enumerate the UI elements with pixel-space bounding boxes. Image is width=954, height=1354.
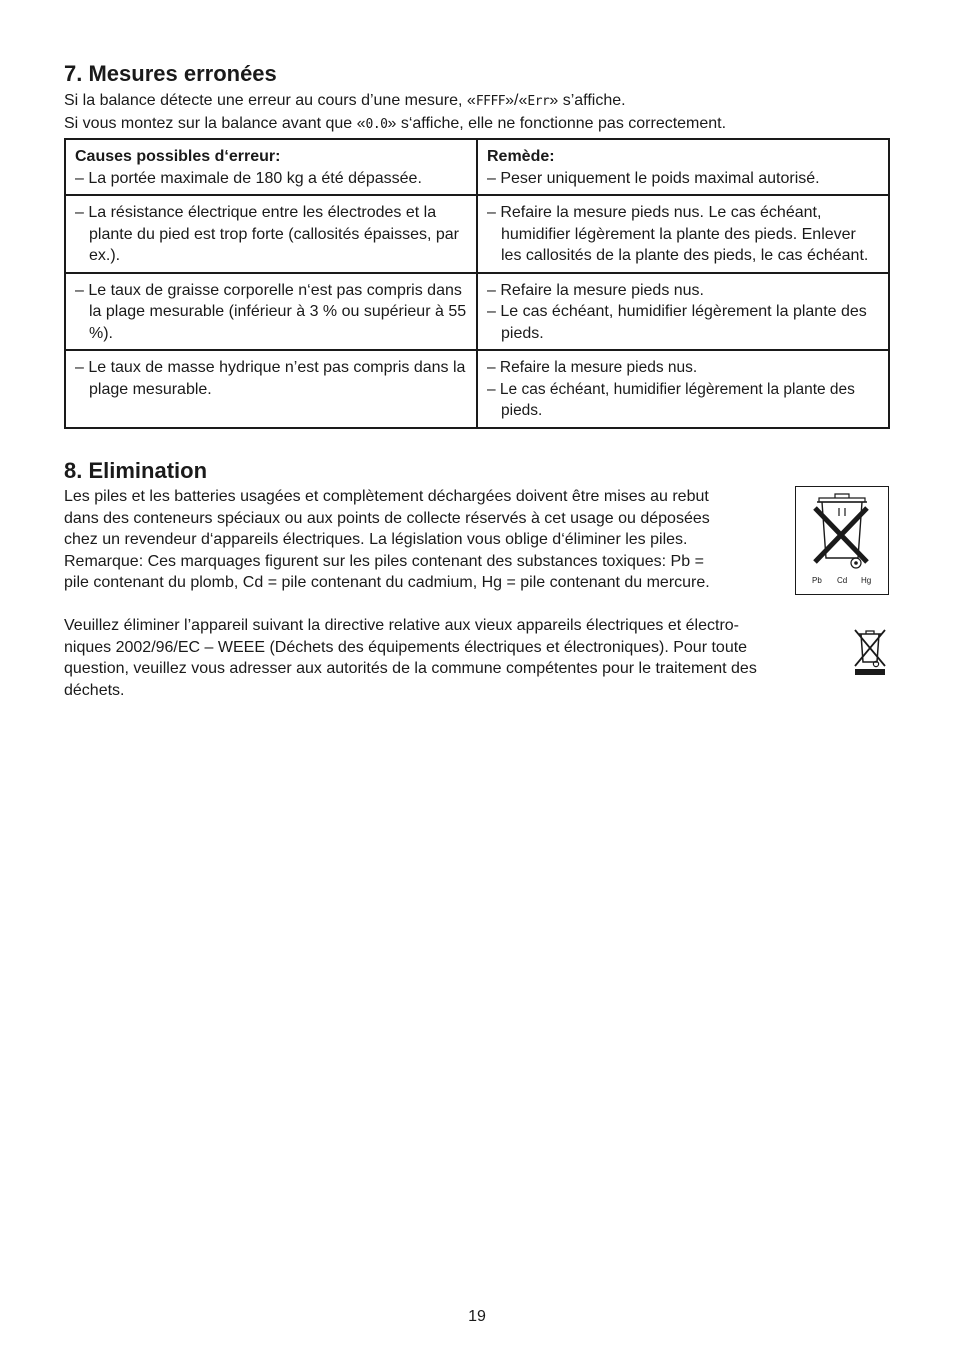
crossed-bin-battery-icon xyxy=(795,486,889,595)
table-cell-cause xyxy=(65,273,477,351)
intro-line-1-text-a: Si la balance détecte une erreur au cours d’une mesure, « xyxy=(64,92,476,109)
intro-line-2 xyxy=(64,113,890,136)
remedy-item: – Refaire la mesure pieds nus. xyxy=(487,281,704,299)
header-remedy: Remède: xyxy=(487,148,555,165)
table-row xyxy=(65,139,889,195)
paragraph-line: Les piles et les batteries usagées et complètement déchargées doivent être mises au rebut xyxy=(64,488,709,505)
table-row xyxy=(65,195,889,273)
intro-line-1-text-c: » s’affiche. xyxy=(549,92,626,109)
table-cell-remedy xyxy=(477,139,889,195)
cause-item: – La résistance électrique entre les électrodes et la plante du pied est trop forte (callosités épaisses, par ex.). xyxy=(75,204,459,264)
cause-item: – Le taux de masse hydrique n’est pas compris dans la plage mesurable. xyxy=(75,359,466,398)
paragraph-line: déchets. xyxy=(64,681,125,699)
table-cell-cause xyxy=(65,139,477,195)
section-8-title: 8. Elimination xyxy=(64,458,208,483)
error-code-err: Err xyxy=(527,94,550,109)
battery-label-cd: Cd xyxy=(837,576,848,585)
table-cell-remedy xyxy=(477,195,889,273)
weee-crossed-bin-icon xyxy=(851,626,889,676)
paragraph-line: dans des conteneurs spéciaux ou aux points de collecte réservés à cet usage ou déposées xyxy=(64,509,710,527)
table-cell-cause xyxy=(65,195,477,273)
cause-item: – Le taux de graisse corporelle n‘est pas compris dans la plage mesurable (inférieur à 3 % ou supérieur à 55 %). xyxy=(75,281,467,342)
intro-line-1-text-b: »/« xyxy=(505,92,528,109)
paragraph-line: chez un revendeur d‘appareils électriques. La législation vous oblige d‘éliminer les piles. xyxy=(64,531,688,548)
page-number: 19 xyxy=(468,1308,486,1325)
battery-disposal-paragraph xyxy=(64,486,794,594)
table-cell-cause xyxy=(65,350,477,428)
weee-paragraph xyxy=(64,615,834,701)
intro-line-2-text-b: » s‘affiche, elle ne fonctionne pas correctement. xyxy=(387,114,727,132)
paragraph-line: pile contenant du plomb, Cd = pile contenant du cadmium, Hg = pile contenant du mercure. xyxy=(64,574,710,591)
table-cell-remedy xyxy=(477,350,889,428)
remedy-item: – Refaire la mesure pieds nus. xyxy=(487,359,698,376)
error-code-ffff: FFFF xyxy=(475,94,506,109)
paragraph-line: Veuillez éliminer l’appareil suivant la directive relative aux vieux appareils électriques et électro- xyxy=(64,617,739,634)
error-table xyxy=(64,138,890,429)
intro-line-1 xyxy=(64,90,890,113)
table-cell-remedy xyxy=(477,273,889,351)
paragraph-line: niques 2002/96/EC – WEEE (Déchets des équipements électriques et électroniques). Pour toute xyxy=(64,638,748,656)
remedy-item: – Le cas échéant, humidifier légèrement la plante des pieds. xyxy=(487,303,867,342)
table-row xyxy=(65,350,889,428)
remedy-item: – Refaire la mesure pieds nus. Le cas échéant, humidifier légèrement la plante des pieds. Enlever les callosités de la plante des pieds, le cas échéant. xyxy=(487,204,869,264)
cause-item: – La portée maximale de 180 kg a été dépassée. xyxy=(75,169,422,187)
intro-line-2-text-a: Si vous montez sur la balance avant que « xyxy=(64,114,366,132)
display-code-zero: 0.0 xyxy=(365,116,388,132)
table-row xyxy=(65,273,889,351)
paragraph-line: question, veuillez vous adresser aux autorités de la commune compétentes pour le traitement des xyxy=(64,660,757,677)
battery-label-pb: Pb xyxy=(812,576,822,585)
section-7-intro xyxy=(64,90,890,135)
header-causes: Causes possibles d‘erreur: xyxy=(75,148,281,165)
battery-label-hg: Hg xyxy=(861,576,872,585)
paragraph-line: Remarque: Ces marquages figurent sur les piles contenant des substances toxiques: Pb = xyxy=(64,552,704,570)
section-7-title: 7. Mesures erronées xyxy=(64,61,277,86)
remedy-item: – Peser uniquement le poids maximal autorisé. xyxy=(487,169,820,187)
remedy-item: – Le cas échéant, humidifier légèrement la plante des pieds. xyxy=(487,380,855,419)
